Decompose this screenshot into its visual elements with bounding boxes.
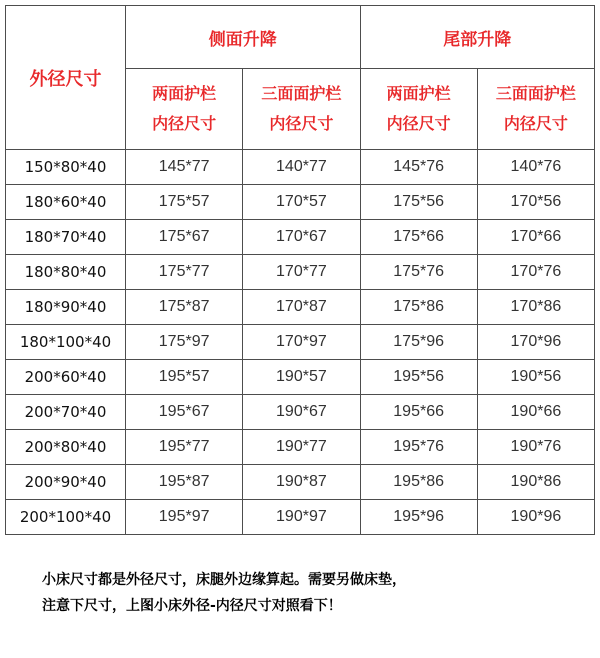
inner-size-cell: 170*96 [477,325,594,360]
sub-header-line: 三面面护栏 [495,84,576,103]
outer-size-cell: 180*60*40 [6,185,126,220]
table-row [6,255,595,290]
inner-size-cell: 175*76 [360,255,477,290]
inner-size-cell: 190*77 [243,430,360,465]
inner-size-cell: 195*97 [126,500,243,535]
sub-header-line: 两面护栏 [386,84,451,103]
inner-size-cell: 140*77 [243,150,360,185]
sub-header-line: 内径尺寸 [152,114,217,133]
table-row [6,150,595,185]
outer-size-cell: 200*100*40 [6,500,126,535]
inner-size-cell: 175*56 [360,185,477,220]
inner-size-cell: 175*77 [126,255,243,290]
inner-size-cell: 195*87 [126,465,243,500]
inner-size-cell: 170*86 [477,290,594,325]
table-row [6,220,595,255]
inner-size-cell: 140*76 [477,150,594,185]
outer-size-cell: 200*80*40 [6,430,126,465]
sub-header-line: 两面护栏 [152,84,217,103]
inner-size-cell: 170*76 [477,255,594,290]
inner-size-cell: 190*97 [243,500,360,535]
outer-size-cell: 180*80*40 [6,255,126,290]
inner-size-cell: 175*67 [126,220,243,255]
inner-size-cell: 195*77 [126,430,243,465]
sub-header-line: 三面面护栏 [261,84,342,103]
inner-size-cell: 190*67 [243,395,360,430]
sub-header-line: 内径尺寸 [503,114,568,133]
inner-size-cell: 190*87 [243,465,360,500]
sub-header-col-2 [243,69,360,150]
tail-lift-header: 尾部升降 [360,6,595,69]
table-row [6,430,595,465]
outer-size-cell: 200*60*40 [6,360,126,395]
inner-size-cell: 195*96 [360,500,477,535]
inner-size-cell: 145*77 [126,150,243,185]
outer-size-cell: 180*70*40 [6,220,126,255]
sub-header-col-1 [126,69,243,150]
table-row [6,185,595,220]
inner-size-cell: 145*76 [360,150,477,185]
side-lift-header: 侧面升降 [126,6,361,69]
inner-size-cell: 195*76 [360,430,477,465]
table-row [6,360,595,395]
inner-size-cell: 195*56 [360,360,477,395]
inner-size-cell: 190*86 [477,465,594,500]
table-row [6,465,595,500]
inner-size-cell: 170*67 [243,220,360,255]
inner-size-cell: 190*57 [243,360,360,395]
inner-size-cell: 175*97 [126,325,243,360]
inner-size-cell: 190*76 [477,430,594,465]
sub-header-col-4 [477,69,594,150]
table-row [6,395,595,430]
table-row [6,325,595,360]
inner-size-cell: 190*66 [477,395,594,430]
outer-size-cell: 200*70*40 [6,395,126,430]
inner-size-cell: 170*87 [243,290,360,325]
inner-size-cell: 175*87 [126,290,243,325]
inner-size-cell: 195*57 [126,360,243,395]
size-table-body [6,150,595,535]
inner-size-cell: 170*66 [477,220,594,255]
table-row [6,290,595,325]
outer-size-cell: 180*90*40 [6,290,126,325]
inner-size-cell: 170*57 [243,185,360,220]
inner-size-cell: 175*86 [360,290,477,325]
inner-size-cell: 195*86 [360,465,477,500]
inner-size-cell: 190*96 [477,500,594,535]
inner-size-cell: 170*77 [243,255,360,290]
footer-note-line-2: 注意下尺寸，上图小床外径-内径尺寸对照看下！ [42,598,342,614]
outer-size-cell: 200*90*40 [6,465,126,500]
footer-note [42,567,562,619]
inner-size-cell: 190*56 [477,360,594,395]
sub-header-line: 内径尺寸 [386,114,451,133]
outer-size-header: 外径尺寸 [6,6,126,150]
outer-size-cell: 150*80*40 [6,150,126,185]
footer-note-line-1: 小床尺寸都是外径尺寸，床腿外边缘算起。需要另做床垫， [42,572,406,588]
inner-size-cell: 175*96 [360,325,477,360]
sub-header-col-3 [360,69,477,150]
inner-size-cell: 170*56 [477,185,594,220]
inner-size-cell: 170*97 [243,325,360,360]
size-table [5,5,595,535]
sub-header-line: 内径尺寸 [269,114,334,133]
inner-size-cell: 175*57 [126,185,243,220]
inner-size-cell: 175*66 [360,220,477,255]
table-row [6,500,595,535]
outer-size-cell: 180*100*40 [6,325,126,360]
inner-size-cell: 195*67 [126,395,243,430]
inner-size-cell: 195*66 [360,395,477,430]
